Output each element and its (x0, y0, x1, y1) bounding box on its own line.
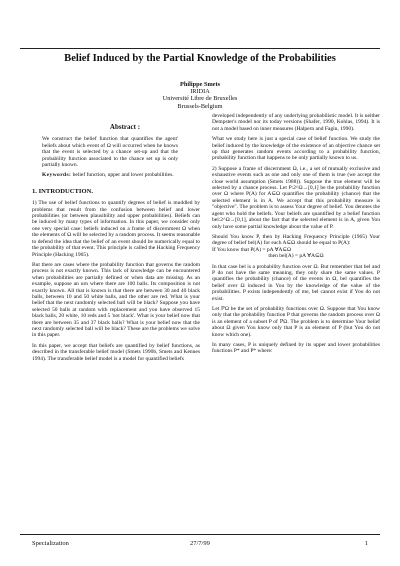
keywords-label: Keywords: (42, 172, 72, 179)
author-name: Philippe Smets (179, 81, 221, 88)
paper-title: Belief Induced by the Partial Knowledge of the Probabilities (64, 53, 336, 64)
keywords-text: belief function, upper and lower probabilities. (71, 172, 174, 179)
right-paragraph: 2) Suppose a frame of discernment Ω, i.e., a set of mutually exclusive and exhaustive events such as one and only one of them is true (we accept the close world assumption (Smets 1988)). Suppose the true element will be selected by a chance process. Let P:2^Ω→[0,1] be the probability function over Ω where P(A) for A⊆Ω quantifies the probability (chance) that the selected element is in A. We accept that this probability measure is "objective". The problem is to assess Your degree of belief. You denotes the agent who hold the beliefs. Your beliefs are quantified by a belief function bel:2^Ω→[0,1], about the fact that the selected element is in A, given You only have some partial knowledge about the value of P. (212, 165, 380, 230)
right-paragraph: Let ℙΩ be the set of probability functions over Ω. Suppose that You know only that the probability function P that governs the random process over Ω is an element of a subset P of ℙΩ. The problem is to determine Your belief about Ω given You know only that P is an element of P (but You do not know which one). (212, 305, 380, 338)
author-block (20, 81, 380, 110)
left-paragraph: 1) The use of belief functions to quantify degrees of belief is muddled by problems that result from the confusion between belief and lower probabilities (or between plausibility and upper probabilities). Beliefs can be induced by many types of information. In this paper, we consider only one very special case: beliefs induced on a frame of discernment Ω when the elements of Ω will be selected by a random process. It seems reasonable to defend the idea that the belief of an event should be numerically equal to the probability of that event. This principle is called the Hacking Frequency Principle (Hacking 1965). (32, 200, 200, 258)
bottom-rule (20, 534, 380, 535)
abstract-text: We construct the belief function that quantifies the agent' beliefs about which event of Ω will occurred when he knows that the event is selected by a chance set-up and that the probability function associated to the chance set up is only partially known. (42, 136, 178, 169)
page-number: 1 (364, 540, 368, 547)
footer-date: 27/7/99 (190, 540, 210, 547)
right-column (212, 113, 380, 359)
author-city: Brussels-Belgium (177, 102, 223, 110)
author-lab: IRIDIA (190, 88, 210, 96)
abstract-heading: Abstract : (109, 123, 141, 131)
footer-left: Specialization (32, 540, 69, 547)
author-university: Université Libre de Bruxelles (162, 95, 238, 103)
right-paragraph: developed independently of any underlying probabilistic model. It is neither Dempster's model nor its today versions (Shafer, 1990, Kohlas, 1994). It is not a model based on inner measures (Halpern and Fagin, 1990). (212, 113, 380, 132)
left-paragraph: In this paper, we accept that beliefs are quantified by belief functions, as described in the transferable belief model (Smets 1990b, Smets and Kennes 1994). The transferable belief model is a model for quantified beliefs (32, 342, 200, 362)
right-paragraph: In many cases, P is uniquely defined by its upper and lower probabilities functions P* and P* where: (212, 342, 380, 355)
right-paragraph: What we study here is just a special case of belief function. We study the belief induced by the knowledge of the existence of an objective chance set up that generates random events according to a probability function, probability function that happens to be only partially known to us. (212, 136, 380, 162)
left-paragraph: But there are cases where the probability function that governs the random process is not exactly known. This lack of knowledge can be encountered when probabilities are partially defined or when data are missing. As an example, suppose an urn where there are 100 balls. Its composition is not exactly known. All that is known is that there are between 30 and 40 black balls, between 10 and 50 white balls, and the other are red. What is your belief that the next randomly selected ball will be black? Suppose you have selected 50 balls at random with replacement and you have observed 15 black balls, 20 white, 10 reds and 5 'not black'. What is your belief now that there are between 35 and 37 black balls? What is your belief now that the next randomly selected ball will be black? These are the problems we solve in this paper. (32, 261, 200, 339)
top-rule (20, 48, 380, 49)
equation-line: If You know that P(A) = pA ∀A⊆Ω (212, 246, 292, 253)
right-paragraph: Should You know P, then by Hacking Frequency Principle (1965) Your degree of belief bel(A) for each A⊆Ω should be equal to P(A): (212, 233, 380, 247)
left-column (32, 120, 200, 366)
section-heading: 1. INTRODUCTION. (32, 187, 93, 195)
equation-line: then bel(A) = pA ∀A⊆Ω (268, 253, 324, 260)
keywords (32, 172, 200, 178)
right-paragraph: In that case bel is a probability function over Ω. But remember that bel and P do not have the same meaning, they only share the same values. P quantifies the probability (chance) of the events in Ω, bel quantifies the belief over Ω induced in You by the knowledge of the value of the probabilities. P exists independently of me, bel cannot exist if You do not exist. (212, 263, 380, 302)
